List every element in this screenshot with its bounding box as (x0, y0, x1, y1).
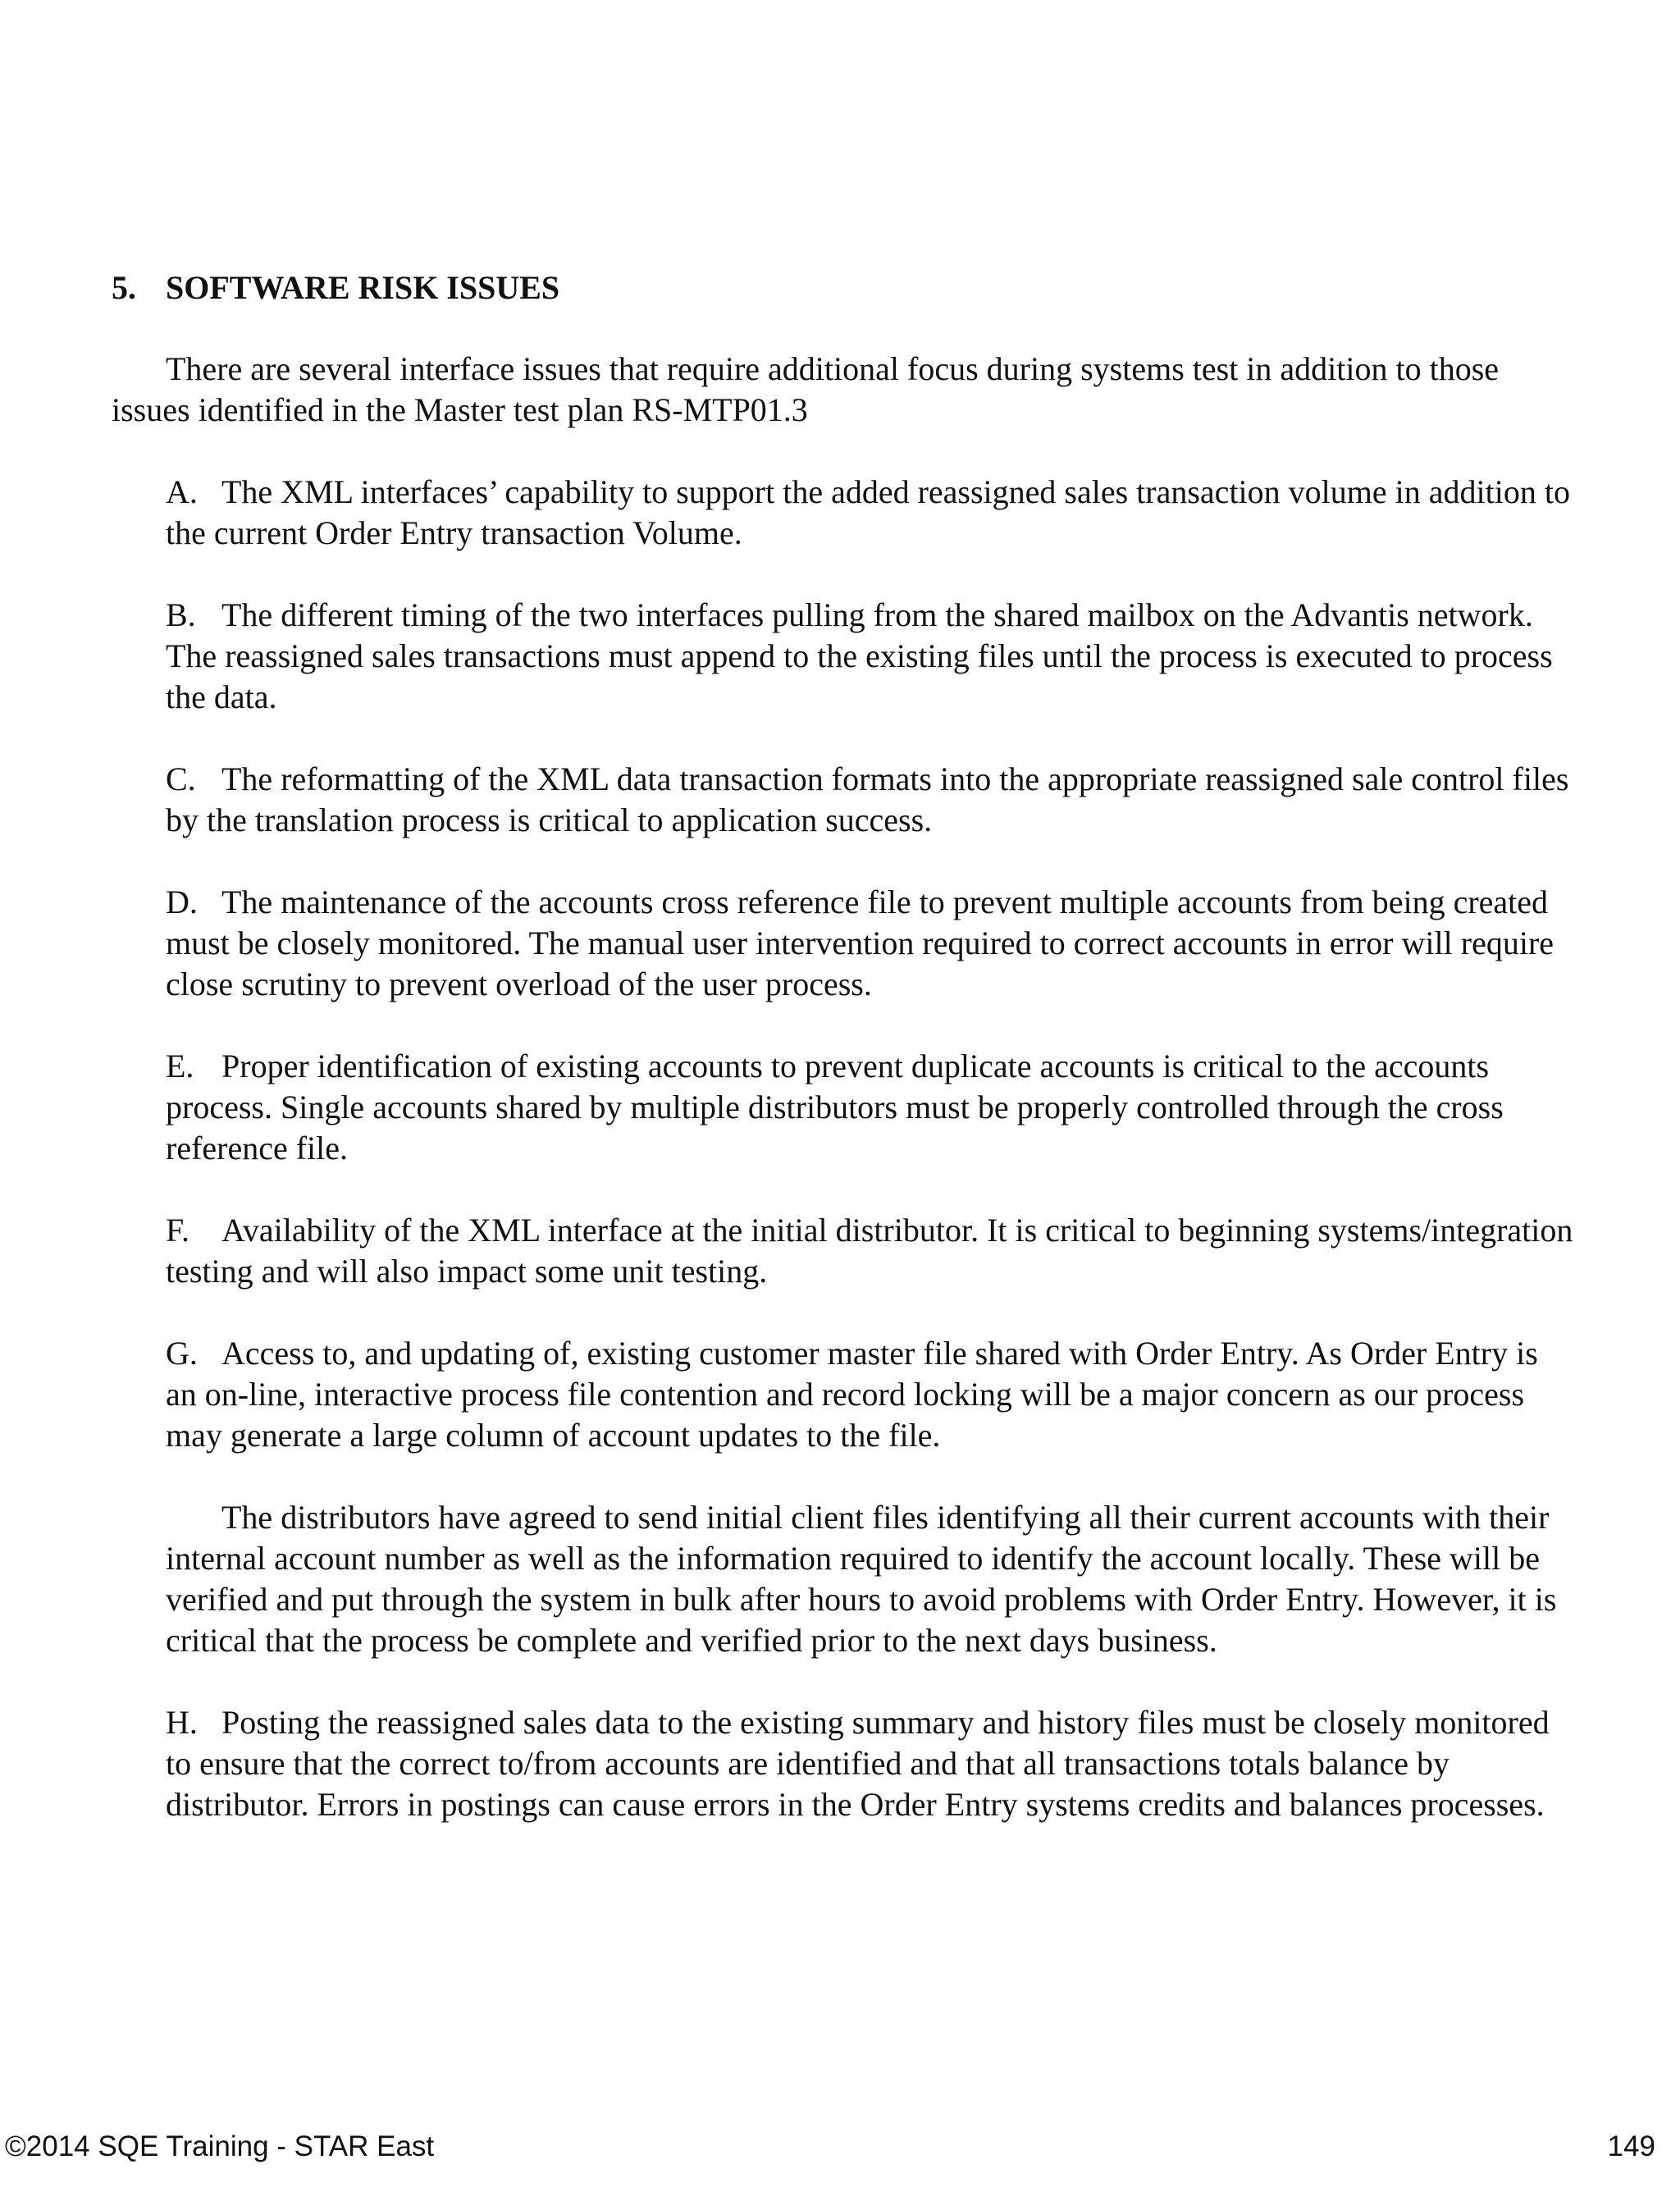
section-heading (112, 267, 559, 308)
item-letter: D. (166, 883, 198, 920)
item-letter: G. (166, 1335, 198, 1372)
item-letter: H. (166, 1704, 198, 1741)
risk-item-d (166, 882, 1577, 1005)
section-title: SOFTWARE RISK ISSUES (166, 269, 560, 306)
item-letter: F. (166, 1212, 190, 1249)
distributors-note-paragraph: The distributors have agreed to send initial client files identifying all their current accounts with their internal account number as well as the information required to identify the account locally. These will be verified and put through the system in bulk after hours to avoid problems with Order Entry. However, it is critical that the process be complete and verified prior to the next days business. (166, 1499, 1557, 1659)
item-text: The XML interfaces’ capability to support the added reassigned sales transaction volume in addition to the current Order Entry transaction Volume. (166, 473, 1570, 551)
risk-item-f (166, 1210, 1577, 1292)
footer-copyright: ©2014 SQE Training - STAR East (5, 2130, 435, 2162)
risk-item-e (166, 1046, 1577, 1169)
item-text: Availability of the XML interface at the initial distributor. It is critical to beginning systems/integration testing and will also impact some unit testing. (166, 1212, 1573, 1290)
item-text: The maintenance of the accounts cross reference file to prevent multiple accounts from being created must be closely monitored. The manual user intervention required to correct accounts in error will require close scrutiny to prevent overload of the user process. (166, 883, 1554, 1002)
section-number: 5. (112, 269, 136, 306)
item-letter: E. (166, 1048, 194, 1084)
risk-item-g (166, 1333, 1577, 1456)
intro-paragraph: There are several interface issues that require additional focus during systems test in addition to those issues identified in the Master test plan RS-MTP01.3 (112, 350, 1500, 428)
item-letter: B. (166, 596, 196, 633)
item-text: Access to, and updating of, existing customer master file shared with Order Entry. As Order Entry is an on-line, interactive process file contention and record locking will be a major concern as our process may generate a large column of account updates to the file. (166, 1335, 1538, 1454)
item-text: The different timing of the two interfaces pulling from the shared mailbox on the Advantis network. The reassigned sales transactions must append to the existing files until the process is executed to process the data. (166, 596, 1553, 715)
footer-page-number: 149 (1607, 2130, 1655, 2162)
risk-item-c (166, 759, 1577, 841)
risk-list (166, 472, 1577, 1825)
risk-item-b (166, 595, 1577, 718)
item-text: The reformatting of the XML data transaction formats into the appropriate reassigned sale control files by the translation process is critical to application success. (166, 760, 1569, 838)
item-letter: C. (166, 760, 196, 797)
risk-item-h (166, 1702, 1577, 1825)
item-text: Posting the reassigned sales data to the existing summary and history files must be closely monitored to ensure that the correct to/from accounts are identified and that all transactions totals balance by distributor. Errors in postings can cause errors in the Order Entry systems credits and balances processes. (166, 1704, 1550, 1823)
item-text: Proper identification of existing accounts to prevent duplicate accounts is critical to the accounts process. Single accounts shared by multiple distributors must be properly controlled through the cross reference file. (166, 1048, 1504, 1167)
risk-item-a (166, 472, 1577, 554)
item-letter: A. (166, 473, 198, 510)
